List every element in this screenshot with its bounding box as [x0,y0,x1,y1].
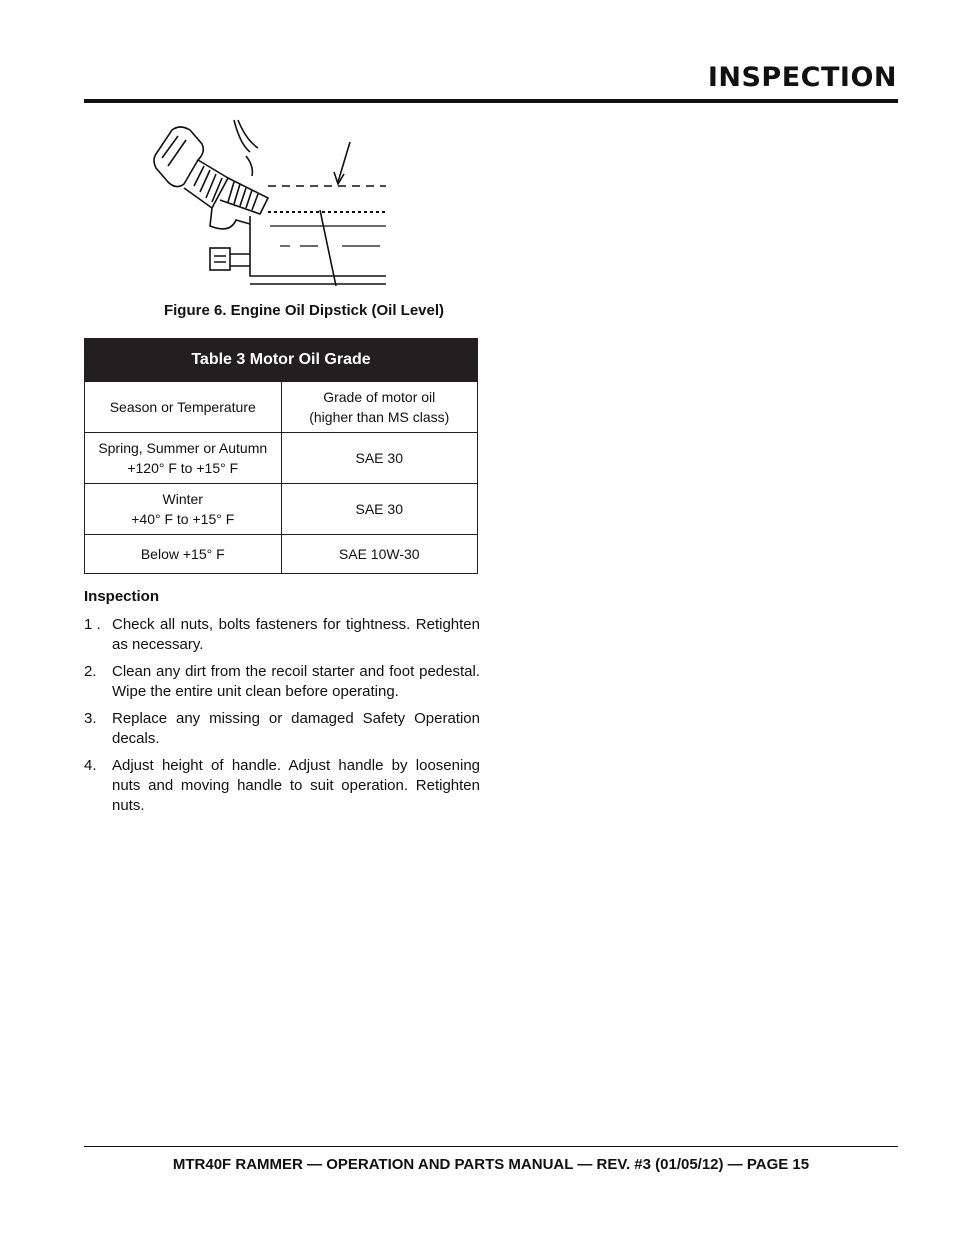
list-item: 2. Clean any dirt from the recoil starter and foot pedestal. Wipe the entire unit clean before operating. [84,663,480,700]
table-row [85,484,478,535]
list-item: 1 . Check all nuts, bolts fasteners for tightness. Retighten as necessary. [84,616,480,653]
inspection-heading: Inspection [84,588,160,605]
season-cell: Spring, Summer or Autumn +120° F to +15° F [85,433,282,484]
season-cell: Season or Temperature [85,382,282,433]
grade-cell: SAE 10W-30 [281,535,478,574]
list-item: 4. Adjust height of handle. Adjust handle by loosening nuts and moving handle to suit operation. Retighten nuts. [84,757,480,814]
table-row [85,433,478,484]
table-title: Table 3 Motor Oil Grade [85,339,478,382]
list-item: 3. Replace any missing or damaged Safety Operation decals. [84,710,480,747]
season-cell: Below +15° F [85,535,282,574]
grade-cell: SAE 30 [281,484,478,535]
motor-oil-grade-table [84,338,478,574]
figure-caption: Figure 6. Engine Oil Dipstick (Oil Level) [163,302,445,319]
page-footer: MTR40F RAMMER — OPERATION AND PARTS MANUAL — REV. #3 (01/05/12) — PAGE 15 [172,1156,810,1173]
grade-cell: SAE 30 [281,433,478,484]
page-title: INSPECTION [707,62,897,93]
header-rule [84,99,898,103]
footer-rule [84,1146,898,1147]
grade-cell: Grade of motor oil (higher than MS class) [281,382,478,433]
dipstick-illustration [150,116,390,288]
table-row [85,535,478,574]
table-row [85,382,478,433]
inspection-steps [84,615,480,823]
season-cell: Winter +40° F to +15° F [85,484,282,535]
